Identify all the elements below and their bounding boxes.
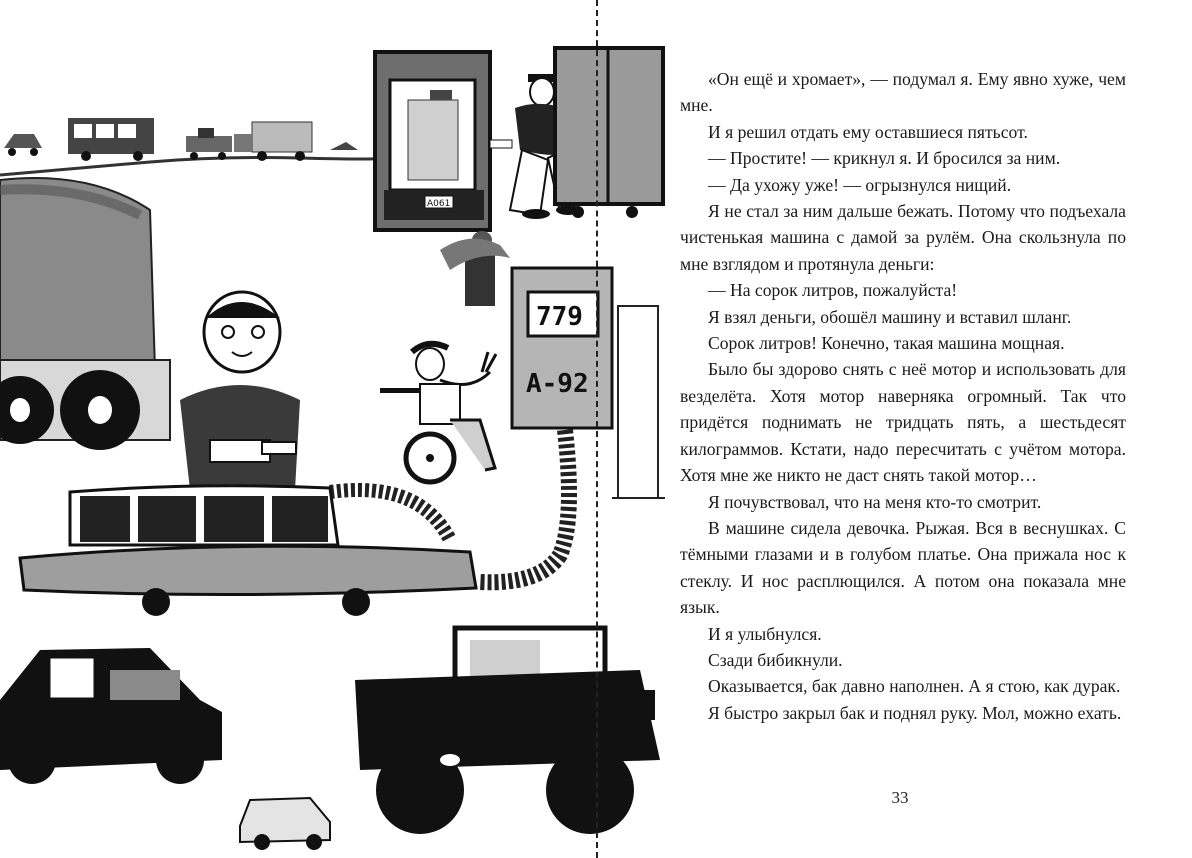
paragraph: И я решил отдать ему оставшиеся пятьсот. — [708, 121, 1028, 142]
paragraph: — Да ухожу уже! — огрызнулся нищий. — [708, 174, 1012, 195]
boy-in-wheelchair — [380, 344, 496, 482]
distant-bus — [68, 118, 154, 161]
story-text — [680, 66, 1126, 726]
paragraph: Я быстро закрыл бак и поднял руку. Мол, можно ехать. — [708, 702, 1122, 723]
horizon-fence — [0, 158, 380, 176]
pump-counter: 779 — [536, 302, 583, 332]
paragraph: Оказывается, бак давно наполнен. А я стою, как дурак. — [708, 676, 1121, 697]
paragraph: Я не стал за ним дальше бежать. Потому что подъехала чистенькая машина с дамой за рулём. Она скользнула по мне взглядом и протянула деньги: — [680, 201, 1126, 274]
paragraph: — На сорок литров, пожалуйста! — [708, 280, 958, 301]
spread-fold-line — [596, 0, 598, 858]
trailer — [555, 48, 663, 218]
fuel-hose — [480, 430, 569, 582]
paragraph: Сорок литров! Конечно, такая машина мощная. — [708, 333, 1065, 354]
paragraph: Я почувствовал, что на меня кто-то смотрит. — [708, 491, 1042, 512]
paragraph: И я улыбнулся. — [708, 623, 822, 644]
paragraph: Сзади бибикнули. — [708, 649, 843, 670]
page-number: 33 — [891, 788, 909, 807]
small-car — [240, 798, 330, 850]
attendant-boy — [180, 292, 300, 490]
delivery-truck — [375, 52, 512, 230]
long-sedan — [20, 486, 476, 616]
pump-fuel-label: А-92 — [526, 369, 589, 399]
paragraph: — Простите! — крикнул я. И бросился за ним. — [708, 148, 1061, 169]
fuel-pump — [512, 268, 665, 498]
distant-tanker — [186, 128, 232, 160]
distant-car-left — [4, 134, 42, 156]
black-jeep — [355, 628, 660, 834]
paragraph: Я взял деньги, обошёл машину и вставил шланг. — [708, 306, 1072, 327]
paragraph: Было бы здорово снять с неё мотор и использовать для везделёта. Хотя мотор наверняка огромный. Так что придётся поднимать не тридцать пять, а шестьдесят килограммов. Кстати, надо пересчитать с учётом мотора. Хотя мне же никто не даст снять такой мотор… — [680, 359, 1126, 486]
truck-plate: А061 — [427, 199, 451, 209]
distant-truck — [234, 122, 312, 161]
big-truck — [0, 178, 170, 450]
paragraph: «Он ещё и хромает», — подумал я. Ему явно хуже, чем мне. — [680, 69, 1126, 116]
black-car-left — [0, 648, 222, 784]
paragraph: В машине сидела девочка. Рыжая. Вся в веснушках. С тёмными глазами и в голубом платье. Она прижала нос к стеклу. И нос расплющился. А потом она показала мне язык. — [680, 517, 1126, 618]
beggar-figure — [440, 231, 510, 306]
